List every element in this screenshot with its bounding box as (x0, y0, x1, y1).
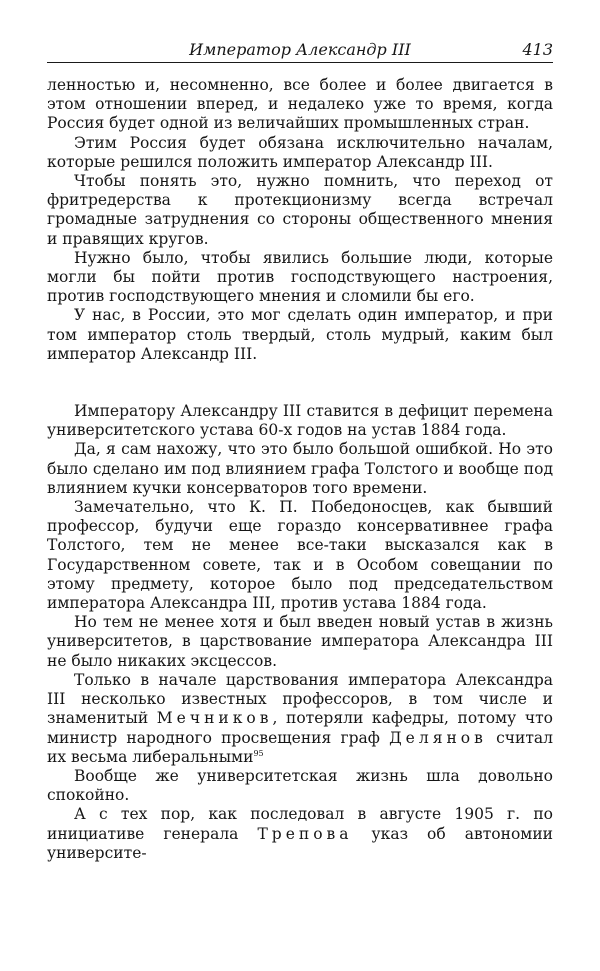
body-text (47, 76, 553, 863)
paragraph-text: Только в начале царствования императора Александра III несколько известных профессоров, в том числе и знаменитый (47, 670, 553, 728)
paragraph: Чтобы понять это, нужно помнить, что переход от фритредерства к протекционизму всегда встречал громадные затруднения со стороны общественного мнения и правящих кругов. (47, 172, 553, 248)
paragraph: У нас, в России, это мог сделать один император, и при том император столь твердый, столь мудрый, каким был император Александр III. (47, 306, 553, 363)
spaced-name: Делянов (389, 728, 487, 747)
spaced-name: Мечников (156, 709, 273, 728)
running-header (47, 38, 553, 63)
paragraph: Да, я сам нахожу, что это было большой ошибкой. Но это было сделано им под влиянием графа Толстого и вообще под влиянием кучки консерваторов того времени. (47, 440, 553, 497)
paragraph (47, 805, 553, 863)
paragraph-text: считал их весьма либеральными (47, 728, 553, 766)
spaced-name: Трепова (257, 824, 353, 843)
section-gap (47, 364, 553, 402)
paragraph-text: , потеряли кафедры, потому что министр народного просвещения граф (47, 709, 553, 747)
footnote-marker: 95 (253, 748, 264, 758)
paragraph: Нужно было, чтобы явились большие люди, которые могли бы пойти против господствующего настроения, против господствующего мнения и сломили бы его. (47, 248, 553, 306)
page-number: 413 (522, 40, 553, 59)
paragraph-continued: ленностью и, несомненно, все более и более двигается в этом отношении вперед, и недалеко уже то время, когда Россия будет одной из величайших промышленных стран. (47, 76, 553, 133)
paragraph: Императору Александру III ставится в дефицит перемена университетского устава 60-х годов на устав 1884 года. (47, 402, 553, 440)
running-title: Император Александр III (189, 40, 411, 59)
paragraph: Но тем не менее хотя и был введен новый устав в жизнь университетов, в царствование императора Александра III не было никаких эксцессов. (47, 613, 553, 670)
paragraph-text: указ об автономии университе- (47, 824, 553, 862)
paragraph: Этим Россия будет обязана исключительно началам, которые решился положить император Александр III. (47, 133, 553, 171)
paragraph (47, 671, 553, 767)
paragraph-text: А с тех пор, как последовал в августе 1905 г. по инициативе генерала (47, 805, 553, 843)
paragraph: Замечательно, что К. П. Победоносцев, как бывший профессор, будучи еще гораздо консервативнее графа Толстого, тем не менее все-таки высказался как в Государственном совете, так и в Особом совещании по этому предмету, которое было под председательством императора Александра III, против устава 1884 года. (47, 498, 553, 613)
paragraph: Вообще же университетская жизнь шла довольно спокойно. (47, 766, 553, 805)
